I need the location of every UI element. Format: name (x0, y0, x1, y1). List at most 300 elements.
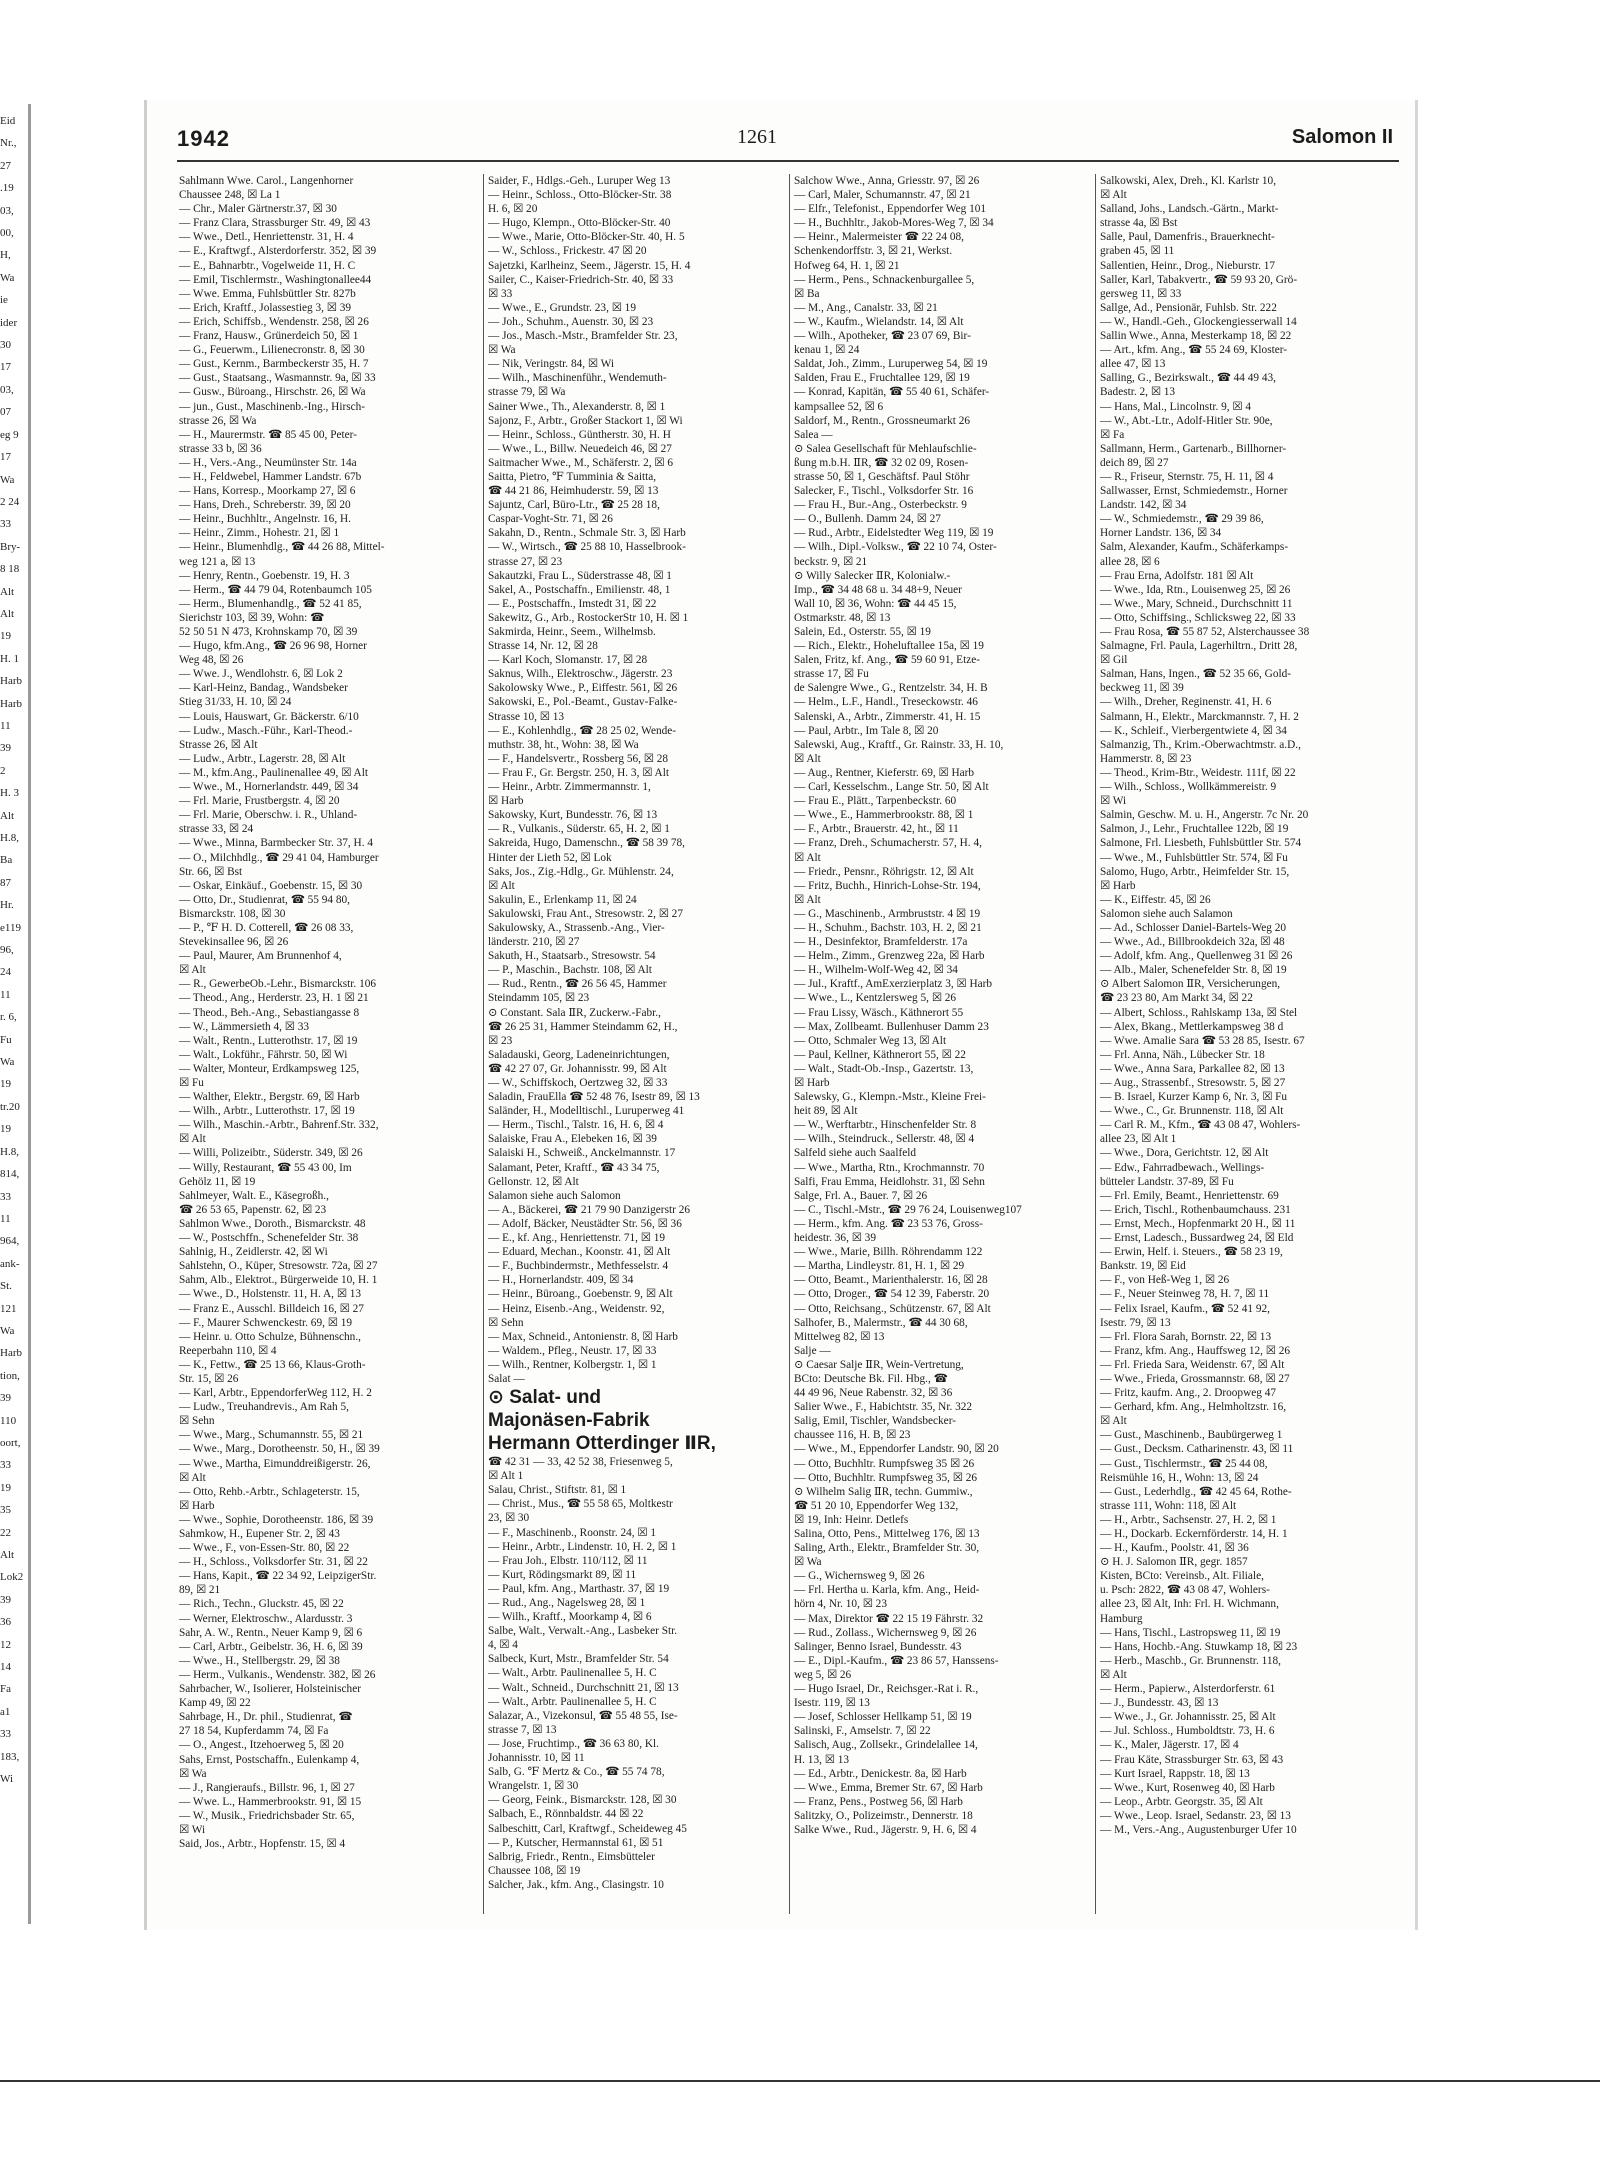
directory-entry-line: — Frau Lissy, Wäsch., Käthnerort 55 (794, 1006, 964, 1019)
directory-entry-line: — Wwe., Martha, Eimunddreißigerstr. 26, (179, 1457, 371, 1470)
directory-entry-line: — Erich, Schiffsb., Wendenstr. 258, ☒ 26 (179, 315, 369, 328)
directory-entry-line: Sakmirda, Heinr., Seem., Wilhelmsb. (488, 626, 656, 638)
directory-entry-line: — W., Schloss., Frickestr. 47 ☒ 20 (488, 245, 647, 258)
directory-entry-line: — Walt., Lokführ., Fährstr. 50, ☒ Wi (179, 1048, 348, 1061)
directory-entry-line: — E., kf. Ang., Henriettenstr. 71, ☒ 19 (488, 1232, 666, 1245)
directory-entry-line: — Jul. Schloss., Humboldtstr. 73, H. 6 (1100, 1725, 1275, 1738)
previous-page-fragment: Fu (0, 1033, 12, 1046)
directory-entry-line: — Martha, Lindleystr. 81, H. 1, ☒ 29 (794, 1260, 965, 1273)
directory-entry-line: — Wwe., Frieda, Grossmannstr. 68, ☒ 27 (1100, 1372, 1290, 1385)
directory-entry-line: — Herm., Vulkanis., Wendenstr. 382, ☒ 26 (179, 1668, 376, 1681)
directory-entry-line: — Herm., kfm. Ang. ☎ 23 53 76, Gross- (794, 1217, 983, 1230)
directory-entry-line: — Heinr., Buchhltr., Angelnstr. 16, H. (179, 513, 351, 526)
directory-entry-line: — H., Arbtr., Sachsenstr. 27, H. 2, ☒ 1 (1100, 1513, 1277, 1526)
directory-entry-line: — Rud., Zollass., Wichernsweg 9, ☒ 26 (794, 1626, 977, 1639)
directory-entry-line: — Georg, Feink., Bismarckstr. 128, ☒ 30 (488, 1794, 677, 1807)
previous-page-fragment: 00, (0, 227, 14, 240)
directory-entry-line: — Herm., ☎ 44 79 04, Rotenbaumch 105 (179, 583, 372, 596)
directory-entry-line: Mittelweg 82, ☒ 13 (794, 1330, 885, 1343)
directory-entry-line: Saladauski, Georg, Ladeneinrichtungen, (488, 1048, 670, 1061)
directory-entry-line: — Friedr., Pensnr., Röhrigstr. 12, ☒ Alt (794, 865, 974, 878)
directory-entry-line: Sakolowsky Wwe., P., Eiffestr. 561, ☒ 26 (488, 682, 678, 695)
directory-entry-line: Salden, Frau E., Fruchtallee 129, ☒ 19 (794, 372, 970, 385)
previous-page-fragment: Harb (0, 1347, 22, 1360)
directory-entry-line: — Aug., Strassenbf., Stresowstr. 5, ☒ 27 (1100, 1077, 1286, 1089)
directory-entry-line: Sahrbacher, W., Isolierer, Holsteinischer (179, 1683, 361, 1696)
directory-entry-line: — Frau Joh., Elbstr. 110/112, ☒ 11 (488, 1554, 648, 1567)
directory-entry-line: Isestr. 79, ☒ 13 (1100, 1316, 1171, 1329)
previous-page-fragment: 27 (0, 159, 11, 172)
directory-entry-line: — Franz, Pens., Postweg 56, ☒ Harb (794, 1795, 963, 1808)
directory-entry-line: Sakewitz, G., Arb., RostockerStr 10, H. ☒ 1 (488, 611, 689, 624)
directory-entry-line: ☒ 33 (488, 287, 513, 300)
directory-entry-line: — W., Schiffskoch, Oertzweg 32, ☒ 33 (488, 1077, 668, 1089)
directory-entry-line: Reismühle 16, H., Wohn: 13, ☒ 24 (1100, 1471, 1259, 1484)
directory-entry-line: Saladin, FrauElla ☎ 52 48 76, Isestr 89, ☒ 13 (488, 1091, 700, 1104)
page-header (177, 122, 1397, 156)
directory-entry-line: Strasse 14, Nr. 12, ☒ 28 (488, 640, 598, 653)
directory-entry-line: ☒ Sehn (179, 1415, 215, 1428)
directory-entry-line: gersweg 11, ☒ 33 (1100, 287, 1182, 300)
directory-entry-line: — Wwe., Minna, Barmbecker Str. 37, H. 4 (179, 837, 373, 850)
directory-entry-line: — Heinr., Blumenhdlg., ☎ 44 26 88, Mittel- (179, 541, 385, 554)
directory-entry-line: — Wwe., Dora, Gerichtstr. 12, ☒ Alt (1100, 1147, 1269, 1160)
directory-entry-line: — Walt., Stadt-Ob.-Insp., Gazertstr. 13, (794, 1062, 974, 1075)
previous-page-fragment: Ba (0, 854, 13, 867)
previous-page-fragment: tion, (0, 1369, 20, 1382)
directory-entry-line: Stevekinsallee 96, ☒ 26 (179, 936, 289, 949)
previous-page-fragment: H.8, (0, 832, 19, 844)
directory-entry-line: — W., Postschffn., Schenefelder Str. 38 (179, 1232, 359, 1245)
directory-entry-line: — Otto, Buchhltr. Rumpfsweg 35, ☒ 26 (794, 1471, 978, 1484)
directory-entry-line: Sakahn, D., Rentn., Schmale Str. 3, ☒ Harb (488, 527, 686, 540)
directory-entry-line: — P., Kutscher, Hermannstal 61, ☒ 51 (488, 1836, 664, 1849)
directory-entry-line: Sajuntz, Carl, Büro-Ltr., ☎ 25 28 18, (488, 499, 660, 512)
directory-entry-line: 44 49 96, Neue Rabenstr. 32, ☒ 36 (794, 1387, 953, 1400)
directory-entry-line: — jun., Gust., Maschinenb.-Ing., Hirsch- (179, 400, 366, 413)
directory-entry-line: Horner Landstr. 136, ☒ 34 (1100, 527, 1222, 540)
directory-entry-line: Salomo, Hugo, Arbtr., Heimfelder Str. 15, (1100, 865, 1290, 878)
directory-entry-line: Sallin Wwe., Anna, Mesterkamp 18, ☒ 22 (1100, 330, 1292, 343)
directory-entry-line: Saldorf, M., Rentn., Grossneumarkt 26 (794, 414, 971, 427)
directory-entry-line: — Frl. Marie, Oberschw. i. R., Uhland- (179, 809, 358, 822)
directory-entry-line: — Otto, Schiffsing., Schlicksweg 22, ☒ 33 (1100, 611, 1296, 624)
directory-entry-line: Salau, Christ., Stiftstr. 81, ☒ 1 (488, 1484, 627, 1497)
directory-entry-line: — H., Dockarb. Eckernförderstr. 14, H. 1 (1100, 1528, 1288, 1540)
directory-entry-line: ☒ Fa (1100, 428, 1125, 441)
previous-page-fragment: Lok2 (0, 1571, 24, 1584)
directory-entry-line: — R., GewerbeOb.-Lehr., Bismarckstr. 106 (179, 978, 377, 991)
directory-entry-line: Sallwasser, Ernst, Schmiedemstr., Horner (1100, 485, 1288, 498)
directory-entry-line: — Wwe., M., Eppendorfer Landstr. 90, ☒ 20 (794, 1443, 999, 1456)
directory-entry-line: — Paul, Kellner, Käthnerort 55, ☒ 22 (794, 1048, 966, 1061)
previous-page-fragment: Eid (0, 115, 16, 127)
directory-entry-line: ☒ Harb (179, 1499, 215, 1512)
directory-entry-line: — Carl, Arbtr., Geibelstr. 36, H. 6, ☒ 39 (179, 1640, 363, 1653)
directory-entry-line: — Hans, Dreh., Schreberstr. 39, ☒ 20 (179, 499, 351, 512)
directory-entry-line: — Otto, Reichsang., Schützenstr. 67, ☒ Alt (794, 1302, 991, 1315)
directory-entry-line: — Paul, kfm. Ang., Marthastr. 37, ☒ 19 (488, 1582, 670, 1595)
directory-entry-line: Salier Wwe., F., Habichtstr. 35, Nr. 322 (794, 1401, 973, 1414)
previous-page-fragment: 12 (0, 1638, 11, 1651)
directory-entry-line: Bankstr. 19, ☒ Eid (1100, 1260, 1186, 1273)
previous-page-fragment: Wa (0, 1056, 15, 1069)
directory-entry-line: Caspar-Voght-Str. 71, ☒ 26 (488, 513, 613, 526)
directory-entry-line: ⊙ Albert Salomon ⅡR, Versicherungen, (1100, 978, 1281, 991)
directory-entry-line: — B. Israel, Kurzer Kamp 6, Nr. 3, ☒ Fu (1100, 1091, 1288, 1104)
directory-entry-line: Salmon, J., Lehr., Fruchtallee 122b, ☒ 19 (1100, 823, 1289, 836)
directory-entry-line: — M., kfm.Ang., Paulinenallee 49, ☒ Alt (179, 766, 368, 779)
directory-entry-line: Salewsky, G., Klempn.-Mstr., Kleine Frei- (794, 1091, 986, 1104)
directory-entry-line: — Heinr., Zimm., Hohestr. 21, ☒ 1 (179, 527, 340, 540)
directory-entry-line: — Ludw., Masch.-Führ., Karl-Theod.- (179, 724, 353, 737)
directory-entry-line: — Werner, Elektroschw., Alardusstr. 3 (179, 1612, 353, 1625)
directory-entry-line: Sakautzki, Frau L., Süderstrasse 48, ☒ 1 (488, 569, 672, 582)
directory-entry-line: — Wwe., Marie, Billh. Röhrendamm 122 (794, 1246, 983, 1259)
directory-entry-line: allee 28, ☒ 6 (1100, 555, 1160, 568)
header-page-number: 1261 (737, 126, 777, 148)
directory-entry-line: ⊙ Willy Salecker ⅡR, Kolonialw.- (794, 569, 951, 582)
previous-page-fragment: H.8, (0, 1145, 19, 1158)
directory-entry-line: Sakowsky, Kurt, Bundesstr. 76, ☒ 13 (488, 809, 658, 822)
directory-entry-line: strasse 7, ☒ 13 (488, 1723, 557, 1736)
directory-entry-line: Salkowski, Alex, Dreh., Kl. Karlstr 10, (1100, 175, 1277, 187)
directory-entry-line: strasse 33 b, ☒ 36 (179, 442, 262, 455)
previous-page-fragment: 17 (0, 361, 11, 374)
directory-entry-line: Str. 66, ☒ Bst (179, 865, 243, 878)
directory-entry-line: — Wwe., Marg., Schumannstr. 55, ☒ 21 (179, 1429, 364, 1442)
directory-entry-line: — Jul., Kraftf., AmExerzierplatz 3, ☒ Harb (794, 978, 993, 991)
directory-entry-line: — Frau E., Plätt., Tarpenbeckstr. 60 (794, 795, 957, 808)
directory-entry-line: — Felix Israel, Kaufm., ☎ 52 41 92, (1100, 1302, 1271, 1315)
directory-entry-line: Salge, Frl. A., Bauer. 7, ☒ 26 (794, 1189, 928, 1202)
directory-entry-line: u. Psch: 2822, ☎ 43 08 47, Wohlers- (1100, 1584, 1270, 1597)
directory-entry-line: — Helm., Zimm., Grenzweg 22a, ☒ Harb (794, 950, 985, 963)
directory-entry-line: Sahlstehn, O., Küper, Stresowstr. 72a, ☒ 27 (179, 1260, 378, 1273)
directory-entry-line: — O., Bullenh. Damm 24, ☒ 27 (794, 513, 941, 526)
directory-entry-line: ☎ 23 23 80, Am Markt 34, ☒ 22 (1100, 992, 1253, 1005)
directory-entry-line: ☒ 23 (488, 1034, 513, 1047)
previous-page-fragment: H. 3 (0, 787, 19, 800)
directory-entry-line: Salm, Alexander, Kaufm., Schäferkamps- (1100, 541, 1289, 554)
directory-entry-line: Salke Wwe., Rud., Jägerstr. 9, H. 6, ☒ 4 (794, 1823, 977, 1836)
directory-entry-line: — Heinr., Schloss., Güntherstr. 30, H. H (488, 428, 671, 441)
directory-entry-line: — Joh., Schuhm., Auenstr. 30, ☒ 23 (488, 315, 654, 328)
directory-entry-line: 27 18 54, Kupferdamm 74, ☒ Fa (179, 1725, 329, 1738)
directory-entry-line: — Hugo Israel, Dr., Reichsger.-Rat i. R., (794, 1683, 979, 1696)
directory-entry-line: — H., Kaufm., Poolstr. 41, ☒ 36 (1100, 1542, 1249, 1555)
directory-entry-line: deich 89, ☒ 27 (1100, 456, 1169, 469)
directory-entry-line: — H., Maurermstr. ☎ 85 45 00, Peter- (179, 428, 357, 441)
directory-entry-line: Salat — (488, 1372, 525, 1385)
previous-page-fragment: 11 (0, 719, 11, 732)
directory-entry-line: weg 121 a, ☒ 13 (179, 555, 256, 568)
directory-entry-line: — Paul, Maurer, Am Brunnenhof 4, (179, 950, 342, 963)
directory-entry-line: — Wwe., Leop. Israel, Sedanstr. 23, ☒ 13 (1100, 1809, 1291, 1822)
directory-entry-line: — Carl R. M., Kfm., ☎ 43 08 47, Wohlers- (1100, 1119, 1301, 1132)
directory-entry-line: Saitta, Pietro, ℉ Tumminia & Saitta, (488, 470, 657, 483)
directory-entry-line: Salfi, Frau Emma, Heidlohstr. 31, ☒ Sehn (794, 1175, 985, 1188)
previous-page-fragment: Alt (0, 1549, 15, 1561)
directory-entry-line: strasse 27, ☒ 23 (488, 555, 563, 568)
directory-entry-line: — Fritz, Buchh., Hinrich-Lohse-Str. 194, (794, 879, 981, 892)
directory-entry-line: — Otto, Rehb.-Arbtr., Schlageterstr. 15, (179, 1485, 360, 1498)
directory-entry-line: Majonäsen-Fabrik (488, 1410, 650, 1432)
directory-entry-line: — W., Werftarbtr., Hinschenfelder Str. 8 (794, 1119, 977, 1132)
previous-page-fragment: 183, (0, 1750, 20, 1763)
directory-entry-line: Sahm, Alb., Elektrot., Bürgerweide 10, H. 1 (179, 1274, 378, 1287)
directory-entry-line: Salig, Emil, Tischler, Wandsbecker- (794, 1415, 956, 1428)
directory-entry-line: Str. 15, ☒ 26 (179, 1372, 239, 1385)
directory-entry-line: — K., Maler, Jägerstr. 17, ☒ 4 (1100, 1739, 1239, 1752)
directory-entry-line: — Ludw., Treuhandrevis., Am Rah 5, (179, 1401, 349, 1414)
previous-page-fragment: 33 (0, 1190, 11, 1203)
directory-entry-line: — Wwe. Emma, Fuhlsbüttler Str. 827b (179, 287, 356, 300)
directory-entry-line: — Franz, Hausw., Grünerdeich 50, ☒ 1 (179, 330, 359, 343)
directory-entry-line: Salfeld siehe auch Saalfeld (794, 1147, 917, 1160)
previous-page-fragment: ie (0, 294, 8, 307)
previous-page-fragment: 22 (0, 1526, 11, 1539)
directory-entry-line: — Wilh., Steindruck., Sellerstr. 48, ☒ 4 (794, 1133, 975, 1146)
directory-entry-line: Badestr. 2, ☒ 13 (1100, 386, 1176, 399)
previous-page-fragment: 87 (0, 876, 11, 889)
directory-entry-line: länderstr. 210, ☒ 27 (488, 936, 580, 949)
previous-page-fragment: Alt (0, 809, 15, 822)
directory-entry-line: 89, ☒ 21 (179, 1584, 221, 1597)
directory-entry-line: — Fritz, kaufm. Ang., 2. Droopweg 47 (1100, 1387, 1277, 1400)
previous-page-fragment: ider (0, 316, 18, 329)
directory-entry-line: Sahlmon Wwe., Doroth., Bismarckstr. 48 (179, 1217, 366, 1230)
previous-page-fragment: 11 (0, 988, 11, 1001)
directory-entry-line: Salecker, F., Tischl., Volksdorfer Str. 16 (794, 485, 974, 498)
directory-entry-line: — K., Schleif., Vierbergentwiete 4, ☒ 34 (1100, 724, 1287, 737)
directory-entry-line: — Wwe., Mary, Schneid., Durchschnitt 11 (1100, 597, 1293, 610)
directory-entry-line: — Wwe., L., Kentzlersweg 5, ☒ 26 (794, 992, 957, 1005)
directory-entry-line: Wrangelstr. 1, ☒ 30 (488, 1780, 579, 1793)
column-2 (483, 174, 782, 1914)
directory-entry-line: — Walther, Elektr., Bergstr. 69, ☒ Harb (179, 1091, 360, 1104)
directory-entry-line: — Herm., Blumenhandlg., ☎ 52 41 85, (179, 597, 362, 610)
directory-entry-line: Strasse 10, ☒ 13 (488, 710, 565, 723)
directory-entry-line: — Wwe., Detl., Henriettenstr. 31, H. 4 (179, 231, 354, 244)
directory-entry-line: Sahrbage, H., Dr. phil., Studienrat, ☎ (179, 1711, 353, 1724)
directory-entry-line: ☒ Harb (794, 1077, 830, 1089)
directory-entry-line: — Franz, Dreh., Schumacherstr. 57, H. 4, (794, 837, 982, 850)
previous-page-fragment: ank- (0, 1257, 20, 1270)
directory-entry-line: — Wwe., Kurt, Rosenweg 40, ☒ Harb (1100, 1781, 1275, 1794)
directory-entry-line: Salle, Paul, Damenfris., Brauerknecht- (1100, 231, 1275, 244)
directory-entry-line: — F., Maschinenb., Roonstr. 24, ☒ 1 (488, 1526, 657, 1539)
directory-entry-line: heit 89, ☒ Alt (794, 1105, 858, 1118)
directory-entry-line: — Wilh., Dipl.-Volksw., ☎ 22 10 74, Oster- (794, 541, 997, 554)
directory-entry-line: — Kurt Israel, Rappstr. 18, ☒ 13 (1100, 1767, 1250, 1780)
directory-entry-line: — Wwe., Ad., Billbrookdeich 32a, ☒ 48 (1100, 936, 1285, 949)
directory-entry-line: — Frl. Emily, Beamt., Henriettenstr. 69 (1100, 1189, 1279, 1202)
directory-entry-line: Salmone, Frl. Liesbeth, Fuhlsbüttler Str. 574 (1100, 837, 1302, 850)
directory-entry-line: — Carl, Maler, Schumannstr. 47, ☒ 21 (794, 189, 971, 202)
directory-entry-line: — Hans, Hochb.-Ang. Stuwkamp 18, ☒ 23 (1100, 1640, 1298, 1653)
previous-page-fragment: 19 (0, 630, 11, 643)
directory-entry-line: — Karl Koch, Slomanstr. 17, ☒ 28 (488, 654, 648, 667)
directory-entry-line: Sakuth, H., Staatsarb., Stresowstr. 54 (488, 950, 656, 963)
directory-entry-line: Salbe, Walt., Verwalt.-Ang., Lasbeker Str. (488, 1625, 678, 1638)
directory-entry-line: — Karl-Heinz, Bandag., Wandsbeker (179, 682, 348, 695)
directory-entry-line: — H., Feldwebel, Hammer Landstr. 67b (179, 470, 362, 483)
directory-entry-line: ☎ 42 27 07, Gr. Johannisstr. 99, ☒ Alt (488, 1062, 667, 1075)
directory-entry-line: — Paul, Arbtr., Im Tale 8, ☒ 20 (794, 724, 939, 737)
directory-entry-line: strasse 26, ☒ Wa (179, 414, 257, 427)
directory-entry-line: 23, ☒ 30 (488, 1512, 530, 1525)
directory-entry-line: Salewski, Aug., Kraftf., Gr. Rainstr. 33, H. 10, (794, 738, 1004, 751)
directory-entry-line: — P., Maschin., Bachstr. 108, ☒ Alt (488, 964, 652, 977)
directory-entry-line: Gehölz 11, ☒ 19 (179, 1175, 256, 1188)
directory-entry-line: Reeperbahn 110, ☒ 4 (179, 1344, 277, 1357)
directory-page (144, 100, 1418, 1930)
directory-entry-line: — Theod., Krim-Btr., Weidestr. 111f, ☒ 22 (1100, 766, 1296, 779)
directory-entry-line: — Gust., Tischlermstr., ☎ 25 44 08, (1100, 1457, 1268, 1470)
directory-entry-line: — F., von Heß-Weg 1, ☒ 26 (1100, 1274, 1230, 1287)
directory-entry-line: — F., Handelsvertr., Rossberg 56, ☒ 28 (488, 752, 669, 765)
directory-entry-line: — Walt., Arbtr. Paulinenallee 5, H. C (488, 1695, 657, 1708)
directory-entry-line: — Nik, Veringstr. 84, ☒ Wi (488, 358, 614, 371)
directory-entry-line: — Ernst, Mech., Hopfenmarkt 20 H., ☒ 11 (1100, 1217, 1296, 1230)
directory-entry-line: BCto: Deutsche Bk. Fil. Hbg., ☎ (794, 1372, 948, 1385)
directory-entry-line: — H., Vers.-Ang., Neumünster Str. 14a (179, 456, 357, 469)
directory-entry-line: — Heinr. u. Otto Schulze, Bühnenschn., (179, 1330, 361, 1343)
directory-entry-line: ☒ Gil (1100, 654, 1128, 667)
directory-entry-line: — W., Musik., Friedrichsbader Str. 65, (179, 1809, 355, 1822)
directory-entry-line: — Hans, Tischl., Lastropsweg 11, ☒ 19 (1100, 1626, 1281, 1639)
directory-entry-line: — Walt., Rentn., Lutterothstr. 17, ☒ 19 (179, 1034, 358, 1047)
directory-entry-line: — Walt., Arbtr. Paulinenallee 5, H. C (488, 1667, 657, 1680)
directory-entry-line: — R., Vulkanis., Süderstr. 65, H. 2, ☒ 1 (488, 823, 670, 836)
previous-page-fragment: Nr., (0, 137, 17, 150)
directory-entry-line: — F., Arbtr., Brauerstr. 42, ht., ☒ 11 (794, 823, 959, 836)
directory-entry-line: ⊙ Caesar Salje ⅡR, Wein-Vertretung, (794, 1358, 964, 1371)
directory-entry-line: Sakulin, E., Erlenkamp 11, ☒ 24 (488, 893, 637, 906)
directory-entry-line: — P., ℉ H. D. Cotterell, ☎ 26 08 33, (179, 921, 354, 934)
directory-entry-line: — W., Lämmersieth 4, ☒ 33 (179, 1020, 309, 1033)
directory-entry-line: ☎ 26 53 65, Papenstr. 62, ☒ 23 (179, 1203, 327, 1216)
previous-page-fragment: Wi (0, 1773, 13, 1786)
directory-entry-line: — Walter, Monteur, Erdkampsweg 125, (179, 1062, 360, 1075)
directory-entry-line: Salaiske, Frau A., Elebeken 16, ☒ 39 (488, 1133, 657, 1146)
previous-page-fragment: 19 (0, 1481, 11, 1494)
directory-entry-line: — Helm., L.F., Handl., Treseckowstr. 46 (794, 696, 978, 709)
directory-entry-line: — Frl. Frieda Sara, Weidenstr. 67, ☒ Alt (1100, 1358, 1285, 1371)
directory-entry-line: — H., Desinfektor, Bramfelderstr. 17a (794, 936, 968, 949)
directory-entry-line: ☒ Alt (179, 964, 206, 977)
previous-page-fragment: 8 18 (0, 563, 20, 576)
directory-entry-line: ⊙ Constant. Sala ⅡR, Zuckerw.-Fabr., (488, 1006, 661, 1019)
directory-entry-line: ☒ Alt (1100, 1668, 1127, 1681)
previous-page-fragment: tr.20 (0, 1100, 20, 1113)
directory-entry-line: Saks, Jos., Zig.-Hdlg., Gr. Mühlenstr. 24, (488, 865, 674, 878)
directory-entry-line: — W., Kaufm., Wielandstr. 14, ☒ Alt (794, 315, 964, 328)
previous-page-fragment: Bry- (0, 540, 21, 553)
directory-entry-line: H. 13, ☒ 13 (794, 1753, 850, 1766)
directory-entry-line: ☎ 42 31 — 33, 42 52 38, Friesenweg 5, (488, 1456, 673, 1469)
directory-entry-line: — Chr., Maler Gärtnerstr.37, ☒ 30 (179, 203, 337, 216)
previous-page-fragment: H, (0, 249, 11, 262)
directory-entry-line: — Adolf, kfm. Ang., Quellenweg 31 ☒ 26 (1100, 950, 1293, 963)
directory-entry-line: weg 5, ☒ 26 (794, 1668, 852, 1681)
directory-entry-line: — Frau F., Gr. Bergstr. 250, H. 3, ☒ Alt (488, 766, 669, 779)
directory-entry-line: muthstr. 38, ht., Wohn: 38, ☒ Wa (488, 738, 639, 751)
previous-page-fragment: 33 (0, 518, 11, 531)
directory-entry-line: — Heinr., Arbtr., Lindenstr. 10, H. 2, ☒ 1 (488, 1540, 677, 1553)
directory-entry-line: — Wwe., Sophie, Dorotheenstr. 186, ☒ 39 (179, 1513, 374, 1526)
previous-page-fragment: St. (0, 1280, 12, 1293)
directory-entry-line: strasse 50, ☒ 1, Geschäftsf. Paul Stöhr (794, 470, 970, 483)
directory-entry-line: — Ed., Arbtr., Denickestr. 8a, ☒ Harb (794, 1767, 967, 1780)
directory-entry-line: Sahlnig, H., Zeidlerstr. 42, ☒ Wi (179, 1246, 328, 1259)
previous-page-fragment: 964, (0, 1235, 20, 1248)
directory-entry-line: — E., Bahnarbtr., Vogelweide 11, H. C (179, 259, 356, 272)
directory-entry-line: Saller, Karl, Tabakvertr., ☎ 59 93 20, Grö- (1100, 273, 1298, 286)
directory-entry-line: Salein, Ed., Osterstr. 55, ☒ 19 (794, 626, 931, 638)
directory-entry-line: — Wwe., Anna Sara, Parkallee 82, ☒ 13 (1100, 1062, 1285, 1075)
directory-entry-line: Sallge, Ad., Pensionär, Fuhlsb. Str. 222 (1100, 301, 1277, 314)
directory-entry-line: ☒ Ba (794, 287, 820, 300)
column-4 (1095, 174, 1394, 1914)
directory-entry-line: — Aug., Rentner, Kieferstr. 69, ☒ Harb (794, 766, 975, 779)
directory-entry-line: Saitmacher Wwe., M., Schäferstr. 2, ☒ 6 (488, 456, 673, 469)
directory-entry-line: — Walt., Schneid., Durchschnitt 21, ☒ 13 (488, 1681, 679, 1694)
directory-entry-line: — Wwe., Marie, Otto-Blöcker-Str. 40, H. 5 (488, 231, 685, 244)
directory-entry-line: — Ludw., Arbtr., Lagerstr. 28, ☒ Alt (179, 752, 346, 765)
previous-page-fragment: 17 (0, 451, 11, 464)
directory-entry-line: Salman, Hans, Ingen., ☎ 52 35 66, Gold- (1100, 668, 1292, 681)
directory-entry-line: ☒ Alt (179, 1471, 206, 1484)
directory-entry-line: Isestr. 119, ☒ 13 (794, 1697, 870, 1710)
directory-entry-line: — Hugo, Klempn., Otto-Blöcker-Str. 40 (488, 217, 671, 230)
previous-page-fragment: 19 (0, 1078, 11, 1091)
directory-entry-line: — Theod., Ang., Herderstr. 23, H. 1 ☒ 21 (179, 992, 369, 1005)
directory-entry-line: ☎ 51 20 10, Eppendorfer Weg 132, (794, 1499, 959, 1512)
directory-entry-line: — Willi, Polizeibtr., Süderstr. 349, ☒ 26 (179, 1147, 363, 1160)
directory-entry-line: — Art., kfm. Ang., ☎ 55 24 69, Kloster- (1100, 344, 1288, 357)
directory-entry-line: — Wilh., Arbtr., Lutterothstr. 17, ☒ 19 (179, 1105, 355, 1118)
directory-entry-line: — Wilh., Maschinenführ., Wendemuth- (488, 372, 667, 385)
directory-entry-line: ☒ Sehn (488, 1316, 524, 1329)
directory-entry-line: — W., Wirtsch., ☎ 25 88 10, Hasselbrook- (488, 541, 686, 554)
directory-entry-line: Stieg 31/33, H. 10, ☒ 24 (179, 696, 292, 709)
directory-entry-line: Salmin, Geschw. M. u. H., Angerstr. 7c Nr. 20 (1100, 809, 1309, 822)
directory-entry-line: Salinger, Benno Israel, Bundesstr. 43 (794, 1640, 962, 1653)
directory-entry-line: Salmagne, Frl. Paula, Lagerhiltrn., Dritt 28, (1100, 640, 1298, 653)
directory-entry-line: allee 23, ☒ Alt 1 (1100, 1133, 1177, 1146)
directory-entry-line: — Otto, Beamt., Marienthalerstr. 16, ☒ 28 (794, 1274, 988, 1287)
previous-page-fragment: 07 (0, 406, 11, 419)
directory-entry-line: — Franz E., Ausschl. Billdeich 16, ☒ 27 (179, 1302, 364, 1315)
previous-page-fragment: Harb (0, 697, 22, 710)
directory-entry-line: — Wwe., J., Gr. Johannisstr. 25, ☒ Alt (1100, 1711, 1276, 1724)
previous-page-fragment: 03, (0, 204, 14, 217)
directory-entry-line: — Gust., Maschinenb., Baubürgerweg 1 (1100, 1429, 1283, 1442)
directory-entry-line: — Wwe., C., Gr. Brunnenstr. 118, ☒ Alt (1100, 1105, 1284, 1118)
previous-page-fragment: 11 (0, 1212, 11, 1225)
directory-entry-line: — W., Schmiedemstr., ☎ 29 39 86, (1100, 513, 1264, 526)
directory-entry-line: Salomon siehe auch Salamon (1100, 907, 1233, 920)
directory-entry-line: — Wwe., F., von-Essen-Str. 80, ☒ 22 (179, 1542, 350, 1555)
column-1 (179, 174, 473, 1914)
directory-entry-line: Salbrig, Friedr., Rentn., Eimsbütteler (488, 1850, 655, 1863)
directory-entry-line: Saider, F., Hdlgs.-Geh., Luruper Weg 13 (488, 175, 671, 187)
directory-entry-line: Sakulowsky, A., Strassenb.-Ang., Vier- (488, 921, 665, 934)
directory-entry-line: — E., Dipl.-Kaufm., ☎ 23 86 57, Hanssens- (794, 1654, 999, 1667)
directory-entry-line: Sahlmeyer, Walt. E., Käsegroßh., (179, 1189, 329, 1202)
